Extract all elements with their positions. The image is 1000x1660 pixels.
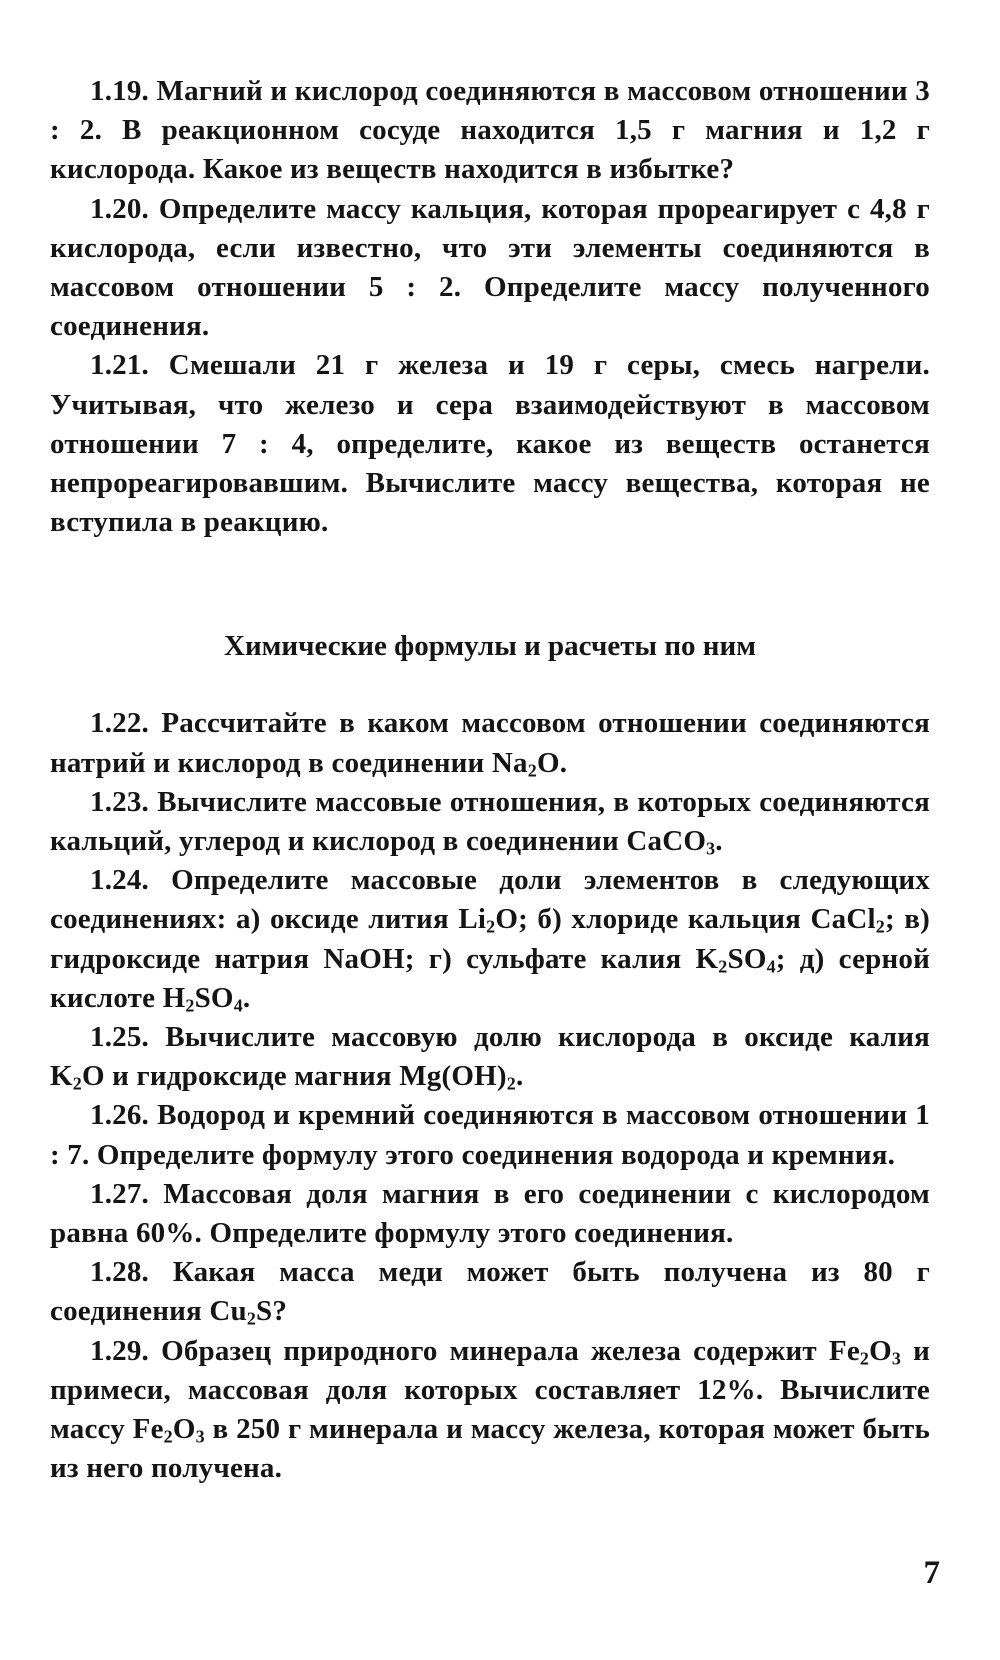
- subscript: 2: [506, 1073, 516, 1094]
- problem-text: O: [172, 1413, 196, 1446]
- problem-text: O: [869, 1334, 892, 1367]
- problem-number: 1.26.: [90, 1099, 149, 1132]
- subscript: 2: [163, 1426, 173, 1447]
- problem-1-29: [50, 1332, 930, 1489]
- problem-text: SO: [727, 942, 767, 975]
- problem-number: 1.21.: [90, 349, 149, 382]
- problem-1-25: [50, 1018, 930, 1096]
- problem-text: Вычислите массовые отношения, в которых соединяются кальций, углерод и кислород в соединении CaCO: [50, 785, 930, 858]
- problem-number: 1.19.: [90, 75, 149, 107]
- problem-text: .: [715, 825, 723, 858]
- subscript: 2: [718, 956, 728, 977]
- problem-number: 1.27.: [90, 1177, 149, 1210]
- problem-text: Магний и кислород соединяются в массовом отношении 3 : 2. В реакционном сосуде находится 1,5 г магния и 1,2 г кислорода. Какое из веществ находится в избытке?: [50, 75, 930, 186]
- problem-1-24: [50, 861, 930, 1018]
- problem-number: 1.24.: [90, 864, 149, 897]
- problem-number: 1.25.: [90, 1021, 149, 1054]
- problem-1-21: [50, 346, 930, 542]
- problem-text: в 250 г минерала и массу железа, которая может быть из него получена.: [50, 1413, 930, 1485]
- subscript: 3: [706, 838, 716, 859]
- page-body: [50, 72, 930, 1489]
- problem-text: Массовая доля магния в его соединении с кислородом равна 60%. Определите формулу этого соединения.: [50, 1177, 931, 1250]
- problem-text: S?: [256, 1295, 288, 1328]
- subscript: 2: [72, 1073, 82, 1094]
- subscript: 3: [195, 1426, 205, 1447]
- problem-text: .: [242, 981, 251, 1014]
- problem-1-26: [50, 1096, 930, 1174]
- problem-text: ; д) серной кислоте H: [50, 942, 930, 1014]
- subscript: 2: [859, 1348, 870, 1369]
- problem-text: Рассчитайте в каком массовом отношении соединяются натрий и кислород в соединении Na: [50, 707, 931, 779]
- problem-number: 1.22.: [90, 707, 149, 740]
- problem-text: O.: [536, 746, 568, 779]
- problem-text: SO: [194, 981, 234, 1014]
- subscript: 4: [766, 956, 776, 977]
- problem-text: .: [515, 1060, 524, 1093]
- problem-number: 1.20.: [90, 192, 149, 225]
- subscript: 2: [527, 760, 537, 781]
- section-title: Химические формулы и расчеты по ним: [224, 630, 756, 663]
- problem-text: O; б) хлориде кальция CaCl: [495, 903, 876, 936]
- subscript: 2: [486, 916, 496, 937]
- subscript: 4: [233, 995, 243, 1016]
- problem-text: Водород и кремний соединяются в массовом отношении 1 : 7. Определите формулу этого соединения водорода и кремния.: [50, 1099, 931, 1171]
- problem-text: Какая масса меди может быть получена из 80 г соединения Cu: [50, 1256, 930, 1328]
- problem-text: Определите массовые доли элементов в следующих соединениях: а) оксиде лития Li: [50, 864, 930, 936]
- problem-1-22: [50, 704, 930, 782]
- problem-1-27: [50, 1175, 930, 1253]
- problem-text: Вычислите массовую долю кислорода в оксиде калия K: [50, 1021, 930, 1093]
- subscript: 3: [891, 1348, 902, 1369]
- problem-text: ; в) гидроксиде натрия NaOH; г) сульфате калия K: [50, 903, 930, 975]
- problem-number: 1.28.: [90, 1256, 149, 1289]
- problem-text: O и гидроксиде магния Mg(OH): [81, 1060, 507, 1093]
- problem-1-19: [50, 72, 930, 190]
- problem-text: Смешали 21 г железа и 19 г серы, смесь нагрели. Учитывая, что железо и сера взаимодействуют в массовом отношении 7 : 4, определите, какое из веществ останется непрореагировавшим. Вычислите массу вещества, которая не вступила в реакцию.: [50, 349, 930, 539]
- problem-text: Образец природного минерала железа содержит Fe: [161, 1334, 860, 1367]
- subscript: 2: [185, 995, 195, 1016]
- page-number: 7: [923, 1555, 940, 1591]
- problem-text: Определите массу кальция, которая прореагирует с 4,8 г кислорода, если известно, что эти элементы соединяются в массовом отношении 5 : 2. Определите массу полученного соединения.: [50, 192, 931, 343]
- problem-1-28: [50, 1253, 930, 1331]
- problem-number: 1.29.: [90, 1334, 149, 1367]
- problem-1-20: [50, 190, 930, 347]
- subscript: 2: [875, 916, 885, 937]
- problem-text: и примеси, массовая доля которых составляет 12%. Вычислите массу Fe: [50, 1334, 931, 1446]
- subscript: 2: [246, 1308, 257, 1329]
- problem-number: 1.23.: [90, 785, 149, 818]
- problem-1-23: [50, 783, 930, 861]
